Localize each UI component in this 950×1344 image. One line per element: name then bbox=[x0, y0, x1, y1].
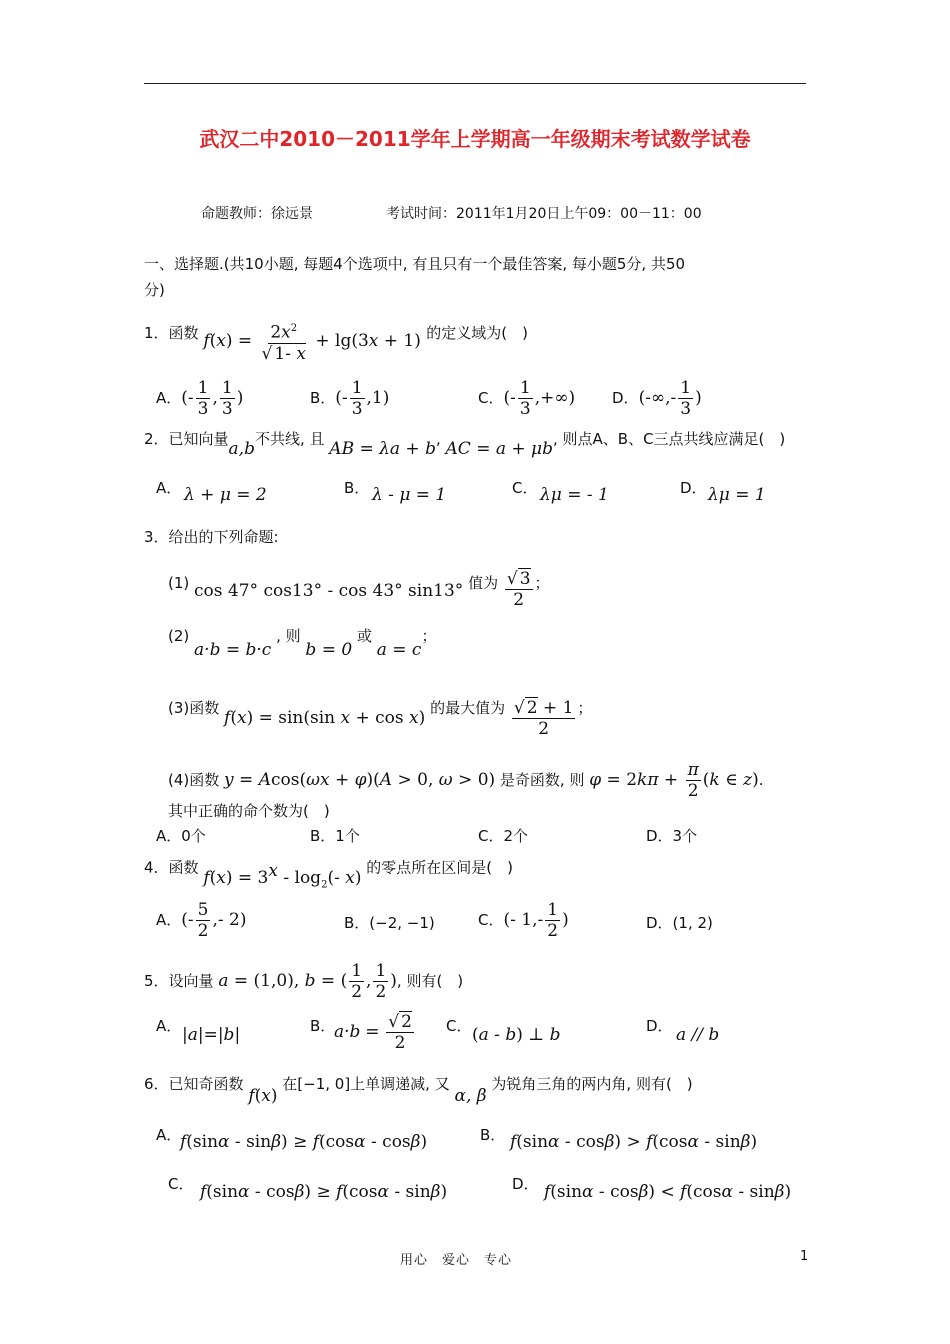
q2-option-a-label: A． bbox=[156, 479, 182, 497]
q2-option-c-label: C． bbox=[512, 479, 538, 497]
section-heading-line2: 分) bbox=[144, 281, 165, 299]
q3-prop-4: (4)函数 y = Acos(ωx + φ)(A > 0, ω > 0) 是奇函数, 则 φ = 2kπ + $\frac{\pi}{2}$ (k ∈ z). bbox=[168, 760, 764, 801]
question-3: 3．给出的下列命题: bbox=[144, 528, 279, 546]
q3-option-c: C．2个 bbox=[478, 827, 529, 845]
q2-option-b-formula: λ - μ = 1 bbox=[372, 485, 447, 505]
q6-option-c-label: C． bbox=[168, 1175, 194, 1193]
q2-option-d-label: D． bbox=[680, 479, 707, 497]
q6-option-d-label: D． bbox=[512, 1175, 539, 1193]
question-4: 4．函数 $f(x) = 3^x - \log_2(-$ x) 的零点所在区间是( ) bbox=[144, 858, 513, 891]
q5-option-c-formula: (a - b) ⊥ b bbox=[472, 1025, 561, 1045]
q1-formula: f(x) = $\frac{2x^2}{√ 1- x}$ + lg(3x + 1) bbox=[203, 331, 426, 351]
q3-option-a: A．0个 bbox=[156, 827, 206, 845]
q1-option-d: D．(-∞,- $\frac{1}{3}$ ) bbox=[612, 378, 702, 419]
q1-option-a: A．(- $\frac{1}{3}$ , $\frac{1}{3}$ ) bbox=[156, 378, 244, 419]
question-1 bbox=[144, 311, 528, 364]
question-5: 5．设向量 a = (1,0), b = ( $\frac{1}{2}$ , $\frac{1}{2}$ ), 则有( ) bbox=[144, 961, 464, 1002]
q5-option-a-formula: |a|=|b| bbox=[182, 1025, 241, 1045]
q3-option-d: D．3个 bbox=[646, 827, 698, 845]
q6-option-b-label: B． bbox=[480, 1126, 506, 1144]
q2-option-c-formula: λμ = - 1 bbox=[540, 485, 609, 505]
q1-option-c: C．(- $\frac{1}{3}$ ,+∞) bbox=[478, 378, 576, 419]
section-heading-line1: 一、选择题.(共10小题, 每题4个选项中, 有且只有一个最佳答案, 每小题5分, 共50 bbox=[144, 255, 686, 273]
q5-option-b-formula: a·b = $\frac{√ 2}{2}$ bbox=[334, 1012, 412, 1053]
q3-option-b: B．1个 bbox=[310, 827, 360, 845]
q5-option-d-formula: a // b bbox=[676, 1025, 720, 1045]
q3-prop-1: (1) cos 47° cos13° - cos 43° sin13° 值为 $\frac{√ 3}{2}$ ； bbox=[168, 569, 550, 610]
q4-option-d: D．(1, 2) bbox=[646, 914, 713, 932]
q2-option-a-formula: λ + μ = 2 bbox=[184, 485, 267, 505]
q5-option-d-label: D． bbox=[646, 1017, 673, 1035]
question-6: 6．已知奇函数 f(x) 在[−1, 0]上单调递减, 又 α, β 为锐角三角的两内角, 则有( ) bbox=[144, 1075, 693, 1106]
q4-option-c: C．(- 1,- $\frac{1}{2}$ ) bbox=[478, 900, 569, 941]
page-number: 1 bbox=[800, 1249, 809, 1264]
page-title: 武汉二中2010－2011学年上学期高一年级期末考试数学试卷 bbox=[199, 127, 751, 151]
q3-question: 其中正确的命个数为( ) bbox=[168, 802, 330, 820]
q6-option-a-label: A． bbox=[156, 1126, 182, 1144]
header-rule bbox=[144, 83, 806, 84]
footer-text: 用心 爱心 专心 bbox=[400, 1253, 513, 1268]
author-line: 命题教师：徐远景 bbox=[201, 206, 313, 222]
q4-option-b: B．(−2, −1) bbox=[344, 914, 435, 932]
q6-option-a-formula: f(sinα - sinβ) ≥ f(cosα - cosβ) bbox=[180, 1132, 428, 1152]
q2-option-b-label: B． bbox=[344, 479, 370, 497]
q5-option-c-label: C． bbox=[446, 1017, 472, 1035]
q5-option-a-label: A． bbox=[156, 1017, 182, 1035]
q2-option-d-formula: λμ = 1 bbox=[708, 485, 766, 505]
question-2: 2．已知向量a,b不共线, 且 AB = λa + b, AC = a + μb, 则点A、B、C三点共线应满足( ) bbox=[144, 430, 786, 459]
exam-time: 考试时间：2011年1月20日上午09：00－11：00 bbox=[386, 206, 702, 222]
q6-option-d-formula: f(sinα - cosβ) < f(cosα - sinβ) bbox=[544, 1182, 792, 1202]
q3-prop-3: (3)函数 f(x) = sin(sin x + cos x) 的最大值为 $\frac{√ 2 + 1}{2}$ ； bbox=[168, 698, 593, 739]
q1-suffix: 的定义域为( ) bbox=[426, 323, 528, 342]
q5-option-b-label: B． bbox=[310, 1017, 336, 1035]
q1-prefix: 1．函数 bbox=[144, 323, 199, 342]
q6-option-c-formula: f(sinα - cosβ) ≥ f(cosα - sinβ) bbox=[200, 1182, 448, 1202]
q3-prop-2: (2) a·b = b·c , 则 b = 0 或 a = c； bbox=[168, 627, 437, 660]
q6-option-b-formula: f(sinα - cosβ) > f(cosα - sinβ) bbox=[510, 1132, 758, 1152]
q1-option-b: B．(- $\frac{1}{3}$ ,1) bbox=[310, 378, 390, 419]
q4-option-a: A．(- $\frac{5}{2}$ ,- 2) bbox=[156, 900, 247, 941]
